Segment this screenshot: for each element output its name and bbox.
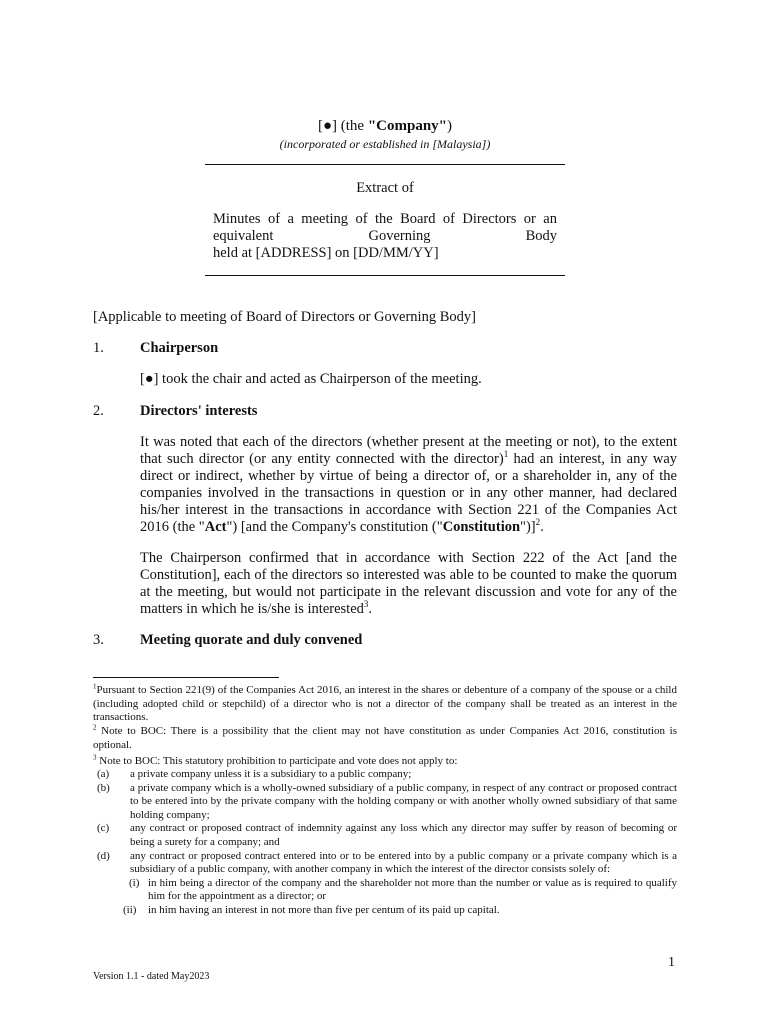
minutes-line-2: equivalent Governing Body <box>213 228 557 244</box>
header-rule-top <box>205 164 565 165</box>
header-rule-bottom <box>205 275 565 276</box>
list-item-label: (a) <box>97 768 110 780</box>
list-item <box>93 768 677 782</box>
defined-term-act: Act <box>204 519 227 535</box>
section-1-number: 1. <box>93 340 104 356</box>
sub-list-item-label: (ii) <box>123 903 137 916</box>
section-1-heading: Chairperson <box>140 340 219 356</box>
list-item <box>93 850 677 877</box>
section-2-paragraph-2 <box>140 550 677 618</box>
defined-term-constitution: Constitution <box>442 519 521 535</box>
company-title <box>205 118 565 135</box>
section-3-heading: Meeting quorate and duly convened <box>140 632 363 648</box>
title-suffix: ) <box>447 118 453 134</box>
footnote-ref-3: 3 <box>363 599 369 610</box>
footnote-1-text: Pursuant to Section 221(9) of the Companies Act 2016, an interest in the shares or debenture of a company of the spouse or a child (including adopted child or stepchild) of a director who is not a director of the company shall be treated as an interest in the transactions. <box>93 684 677 724</box>
footnote-1 <box>93 684 677 725</box>
footnote-ref-1: 1 <box>503 449 509 460</box>
para-text: ")] <box>520 519 536 535</box>
para-text: It was noted that each of the directors (whether present at the meeting or not), to the extent that such director (or any entity connected with the director) <box>140 434 677 467</box>
footnote-3 <box>93 755 677 769</box>
extract-label: Extract of <box>356 180 414 196</box>
list-item-label: (d) <box>97 849 110 862</box>
section-2-paragraph-1 <box>140 434 677 536</box>
footnote-2-text: Note to BOC: There is a possibility that the client may not have constitution as under Companies Act 2016, constitution is optional. <box>93 725 677 751</box>
title-prefix: [●] (the <box>317 118 368 134</box>
minutes-line-3: held at [ADDRESS] on [DD/MM/YY] <box>213 245 439 261</box>
section-1-paragraph: [●] took the chair and acted as Chairperson of the meeting. <box>140 371 482 387</box>
list-item-text: any contract or proposed contract entered into or to be entered into by a public company or a private company which is a subsidiary of a public company, with another company in which the interest of the director consists solely of: <box>130 849 677 876</box>
applicability-note: [Applicable to meeting of Board of Directors or Governing Body] <box>93 309 476 325</box>
footnote-3-list <box>93 768 677 918</box>
page-number: 1 <box>668 955 675 970</box>
list-item-label: (c) <box>97 822 110 835</box>
para-text: had an interest, in any way direct or indirect, whether by virtue of being a director of, or a shareholder in, any of the companies involved in the transactions in question or in any other manner, had declared his/her interest in the transactions in accordance with Section 221 of the Companies Act 2016 (the " <box>140 451 677 535</box>
sub-list-item <box>93 877 677 904</box>
sub-list-item-label: (i) <box>129 876 140 889</box>
title-company: "Company" <box>367 118 448 134</box>
minutes-heading <box>213 211 557 262</box>
sub-list-item <box>93 904 677 918</box>
section-2-number: 2. <box>93 403 104 419</box>
section-2-heading: Directors' interests <box>140 403 258 419</box>
version-footer: Version 1.1 - dated May2023 <box>93 971 210 982</box>
incorporation-subtitle: (incorporated or established in [Malaysia]) <box>279 137 491 151</box>
footnote-2 <box>93 725 677 752</box>
section-3-number: 3. <box>93 632 104 648</box>
para-text: ") [and the Company's constitution (" <box>226 519 443 535</box>
footnote-3-mark: 3 <box>93 753 97 762</box>
list-item-text: a private company unless it is a subsidiary to a public company; <box>130 768 412 780</box>
footnote-3-text: Note to BOC: This statutory prohibition to participate and vote does not apply to: <box>96 755 458 767</box>
minutes-line-1: Minutes of a meeting of the Board of Directors or an <box>213 211 557 227</box>
list-item-label: (b) <box>97 781 110 794</box>
footnote-1-mark: 1 <box>93 682 97 691</box>
list-item-text: a private company which is a wholly-owned subsidiary of a public company, in respect of any contract or proposed contract to be entered into by the private company with the holding company or with another wholly owned subsidiary of that same holding company; <box>130 781 677 821</box>
para-text: . <box>540 519 544 535</box>
para-text: . <box>368 601 373 617</box>
footnote-2-mark: 2 <box>93 723 97 732</box>
list-item <box>93 782 677 823</box>
footnote-separator <box>93 677 279 678</box>
sub-list-item-text: in him being a director of the company and the shareholder not more than the number or value as is required to qualify him for the appointment as a director; or <box>148 876 677 903</box>
list-item-text: any contract or proposed contract of indemnity against any loss which any director may suffer by reason of becoming or being a surety for a company; and <box>130 822 677 848</box>
footnote-ref-2: 2 <box>535 517 541 528</box>
list-item <box>93 822 677 849</box>
sub-list-item-text: in him having an interest in not more than five per centum of its paid up capital. <box>148 903 500 916</box>
para-text: The Chairperson confirmed that in accordance with Section 222 of the Act [and the Constitution], each of the directors so interested was able to be counted to make the quorum at the meeting, but would not participate in the relevant discussion and vote for any of the matters in which he is/she is interested <box>140 550 677 617</box>
